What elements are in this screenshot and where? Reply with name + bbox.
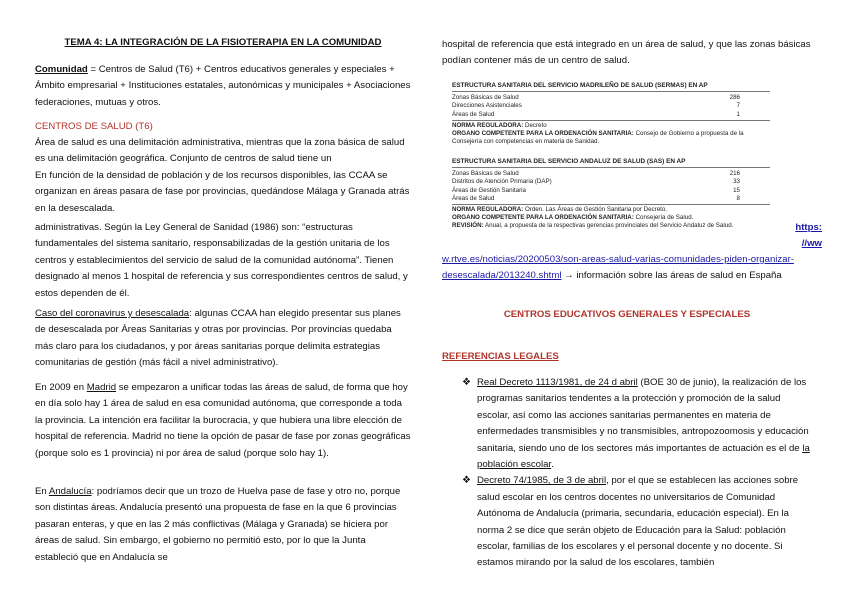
heading-centros-salud: CENTROS DE SALUD (T6) (35, 121, 153, 132)
url-after-text: → información sobre las áreas de salud en España (561, 270, 782, 282)
list-item (442, 375, 812, 473)
madrid-paragraph (35, 380, 411, 462)
table-row (452, 111, 770, 119)
sas-row-label: Áreas de Salud (452, 194, 495, 202)
sas-row-value: 8 (736, 194, 740, 202)
sermas-organo-text: Consejo de Gobierno a propuesta de la Consejería con competencias en materia de Sanidad. (452, 130, 744, 146)
ref1-label: Real Decreto 1113/1981, de 24 d abril (477, 377, 638, 388)
sas-norma-label: NORMA REGULADORA: (452, 206, 524, 214)
area-salud-paragraph (35, 135, 411, 217)
table-row (452, 187, 770, 195)
andalucia-paragraph (35, 484, 411, 566)
sas-footer (452, 204, 770, 231)
ref1-end: . (551, 459, 554, 471)
madrid-label: Madrid (86, 382, 117, 393)
sas-table (452, 158, 770, 231)
diamond-bullet-icon: ❖ (462, 377, 471, 388)
table-row (452, 178, 770, 186)
sermas-norma-text: Decreto (523, 121, 547, 129)
list-item (442, 473, 812, 571)
sas-row-label: Zonas Básicas de Salud (452, 170, 519, 178)
comunidad-text: = Centros de Salud (T6) + Centros educativos generales y especiales + Ámbito empresarial + Instituciones estatales, autonómicas y municipales + Asociaciones federaciones, mutuas y otros. (35, 64, 411, 108)
sas-organo-label: ORGANO COMPETENTE PARA LA ORDENACIÓN SANITARIA: (452, 214, 634, 222)
table-row (452, 102, 770, 110)
sermas-footer (452, 120, 770, 147)
diamond-bullet-icon: ❖ (462, 475, 471, 487)
ref1-link: la población escolar (477, 442, 810, 471)
madrid-text: se empezaron a unificar todas las áreas de salud, de forma que hoy en día solo hay 1 área de salud en esa comunidad autónoma, que corresponde a toda la provincia. La intención era facilitar la burocracia, y que hubiera una libre elección de hospital de referencia. Madrid no tiene la opción de pasar de fase por zonas geográficas (porque solo es 1 provincia) ni por área de salud (porque solo hay 1). (35, 382, 411, 459)
andalucia-text: : podríamos decir que un trozo de Huelva pase de fase y otro no, porque son distintas áreas. Andalucía presentó una propuesta de fase en la que 6 provincias pasaran enteras, y que en las 2 más conflictivas (Málaga y Granada) se hiciera por áreas de salud. Sin embargo, el gobierno no permitió esto, por lo que la Junta estableció que en Andalucía se (35, 486, 401, 563)
page-title: TEMA 4: LA INTEGRACIÓN DE LA FISIOTERAPIA EN LA COMUNIDAD (64, 37, 382, 48)
p2: En función de la densidad de población y de los recursos disponibles, las CCAA se organizan en áreas pasara de fase por provincias, quedándose Málaga y Granada atrás en la desescalada. (35, 169, 410, 214)
sas-organo-text: Consejería de Salud. (633, 214, 694, 222)
url-fragment (782, 220, 822, 253)
table-row (452, 170, 770, 178)
ley-paragraph (35, 220, 411, 302)
intro-paragraph: hospital de referencia que está integrado en un área de salud, y que las zonas básicas podían contener más de un centro de salud. (442, 39, 811, 67)
table-row (452, 195, 770, 203)
sermas-row-label: Áreas de Salud (452, 110, 495, 118)
url-paragraph (442, 252, 812, 285)
ref2-label: Decreto 74/1985, de 3 de abril (477, 475, 607, 487)
andalucia-label: Andalucía (48, 486, 92, 497)
sas-row-value: 216 (729, 170, 740, 178)
coronavirus-paragraph (35, 306, 411, 372)
coronavirus-text: : algunas CCAA han elegido presentar sus planes de desescalada por Áreas Sanitarias y otras por provincias. Por provincias quedaba más claro para los ciudadanos, y por áreas sanitarias porque delimita estrategias comunitarias de gestión (más fácil a nivel administrativo). (35, 308, 401, 369)
rtve-link[interactable]: w.rtve.es/noticias/20200503/son-areas-salud-varias-comunidades-piden-organizar-desescalada/2013240.shtml (442, 254, 794, 282)
sermas-row-value: 286 (729, 94, 740, 102)
comunidad-label: Comunidad (35, 64, 88, 75)
madrid-pre: En 2009 en (35, 382, 87, 393)
sas-title: ESTRUCTURA SANITARIA DEL SERVICIO ANDALUZ DE SALUD (SAS) EN AP (452, 158, 770, 168)
sermas-organo-label: ORGANO COMPETENTE PARA LA ORDENACIÓN SANITARIA: (452, 130, 634, 138)
sermas-title: ESTRUCTURA SANITARIA DEL SERVICIO MADRILEÑO DE SALUD (SERMAS) EN AP (452, 82, 770, 92)
url-link-part1[interactable]: https: (795, 222, 822, 233)
sas-row-label: Distritos de Atención Primaria (DAP) (452, 178, 552, 186)
sermas-row-value: 7 (736, 102, 740, 110)
p3: administrativas. Según la Ley General de Sanidad (1986) son: “estructuras fundamentales del sistema sanitario, responsabilizadas de la gestión unitaria de los centros y establecimientos del servicio de salud de la comunidad autónoma”. Tienen designado al menos 1 hospital de referencia y sus correspondientes centros de salud, y estos dependen de él. (35, 222, 408, 299)
url-link-part2[interactable]: //ww (801, 238, 822, 250)
heading-centros-educativos: CENTROS EDUCATIVOS GENERALES Y ESPECIALES (503, 309, 751, 320)
andalucia-pre: En (35, 486, 49, 497)
heading-referencias: REFERENCIAS LEGALES (442, 351, 559, 362)
p1: Área de salud es una delimitación administrativa, mientras que la zona básica de salud es una delimitación geográfica. Conjunto de centros de salud tiene un (35, 137, 405, 165)
ref1-text: (BOE 30 de junio), la realización de los programas sanitarios tendentes a la protección y promoción de la salud escolar, así como las acciones sanitarias permanentes en materia de enfermedades transmisibles y no transmisibles, antropozoomosis y educación sanitaria, siendo uno de los sectores más importantes de actuación es el de (477, 377, 809, 454)
sas-revision-text: Anual, a propuesta de la respectivas gerencias provinciales del Servicio Andaluz de Salud. (483, 222, 734, 230)
referencias-list (442, 375, 812, 572)
ref2-text: , por el que se establecen las acciones sobre salud escolar en los centros docentes no universitarios de Comunidad Autónoma de Andalucía (primaria, secundaria, educación especial). En la norma 2 se dice que serán objeto de Educación para la Salud: población escolar, familias de los escolares y el personal docente y no docente. Si estamos mirando por la salud de los escolares, también (477, 475, 799, 569)
sermas-table (452, 82, 770, 146)
sas-norma-text: Orden. Las Áreas de Gestión Sanitaria por Decreto. (523, 206, 668, 214)
coronavirus-label: Caso del coronavirus y desescalada (35, 308, 190, 319)
comunidad-paragraph (35, 62, 411, 111)
table-row (452, 94, 770, 102)
sermas-row-label: Zonas Básicas de Salud (452, 94, 519, 102)
sas-row-label: Áreas de Gestión Sanitaria (452, 186, 526, 194)
sermas-row-value: 1 (736, 110, 740, 118)
sermas-norma-label: NORMA REGULADORA: (452, 121, 524, 129)
sas-row-value: 33 (733, 178, 740, 186)
sermas-row-label: Direcciones Asistenciales (452, 102, 522, 110)
sas-row-value: 15 (733, 186, 740, 194)
sas-revision-label: REVISIÓN: (452, 222, 484, 230)
